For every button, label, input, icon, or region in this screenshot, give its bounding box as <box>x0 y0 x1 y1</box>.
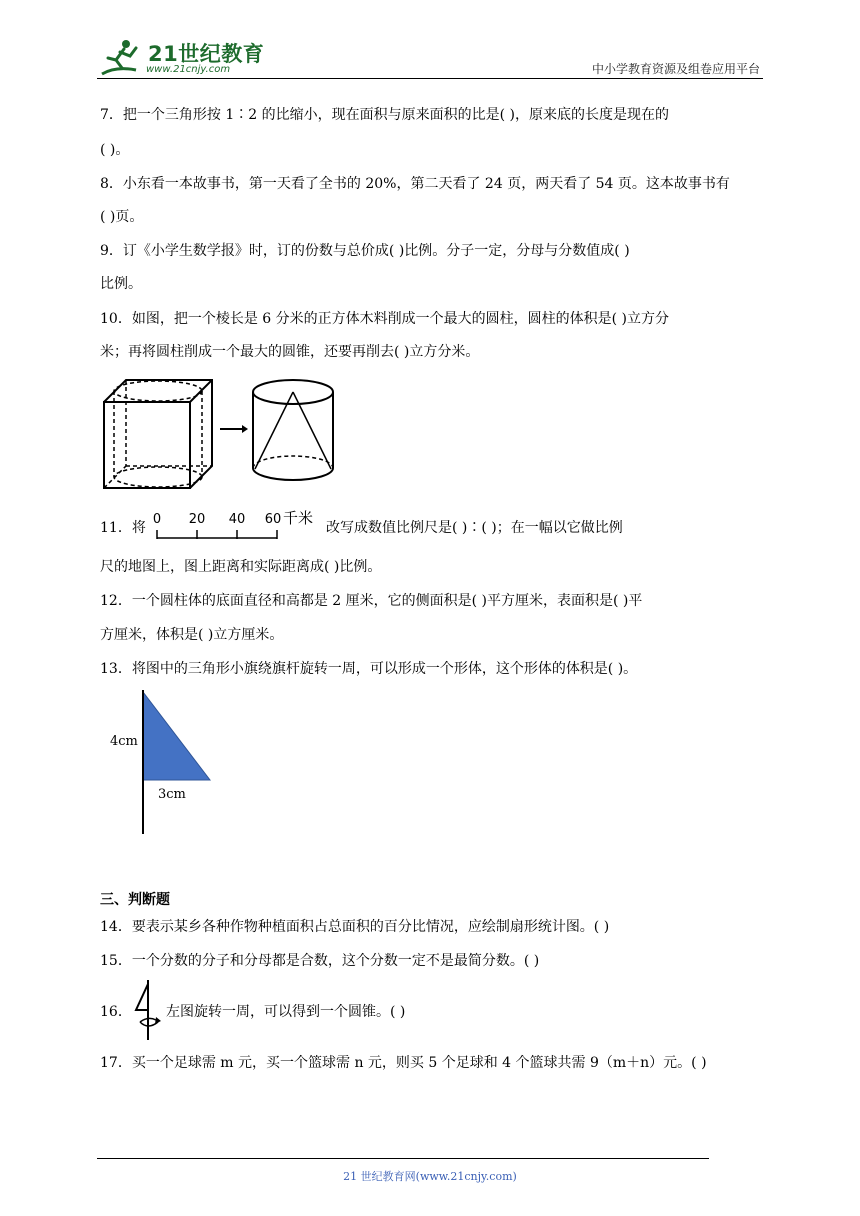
triangle-flag-figure <box>100 688 230 838</box>
question-11-line-2: 尺的地图上，图上距离和实际距离成( )比例。 <box>100 559 382 575</box>
section-3-title: 三、判断题 <box>100 892 170 908</box>
base-label: 3cm <box>158 787 186 802</box>
question-8-line-1: 8．小东看一本故事书，第一天看了全书的 20%，第二天看了 24 页，两天看了 54 页。这本故事书有 <box>100 176 730 192</box>
question-15: 15．一个分数的分子和分母都是合数，这个分数一定不是最简分数。( ) <box>100 953 540 969</box>
question-7-line-2: ( )。 <box>100 142 130 158</box>
header-divider <box>97 78 763 79</box>
question-13-line-1: 13．将图中的三角形小旗绕旗杆旋转一周，可以形成一个形体，这个形体的体积是( )。 <box>100 661 638 677</box>
height-label: 4cm <box>110 734 138 749</box>
rotating-triangle-icon <box>130 978 166 1042</box>
question-10-line-1: 10．如图，把一个棱长是 6 分米的正方体木料削成一个最大的圆柱，圆柱的体积是( )立方分 <box>100 311 669 327</box>
logo-url: www.21cnjy.com <box>146 64 231 75</box>
logo-text: 21世纪教育 <box>148 42 265 66</box>
question-11-line-1: 改写成数值比例尺是( )∶( )；在一幅以它做比例 <box>326 520 623 536</box>
arrow <box>220 425 248 433</box>
question-9-line-1: 9．订《小学生数学报》时，订的份数与总价成( )比例。分子一定，分母与分数值成( ) <box>100 243 630 259</box>
scale-tick-label: 0 <box>152 512 162 527</box>
question-17: 17．买一个足球需 m 元，买一个篮球需 n 元，则买 5 个足球和 4 个篮球共需 9（m＋n）元。( ) <box>100 1055 707 1071</box>
question-14: 14．要表示某乡各种作物种植面积占总面积的百分比情况，应绘制扇形统计图。( ) <box>100 919 610 935</box>
question-10-line-2: 米；再将圆柱削成一个最大的圆锥，还要再削去( )立方分米。 <box>100 344 480 360</box>
scale-bar <box>146 508 318 546</box>
cube-cylinder-cone-figure <box>100 376 340 492</box>
question-16-prefix: 16． <box>100 1004 132 1020</box>
scale-tick-label: 60 <box>264 512 282 527</box>
question-8-line-2: ( )页。 <box>100 209 144 225</box>
scale-tick-label: 20 <box>188 512 206 527</box>
question-11-prefix: 11．将 <box>100 520 146 536</box>
cube-with-cylinder <box>104 380 212 488</box>
footer-divider <box>97 1158 709 1159</box>
triangle-flag <box>143 692 210 780</box>
header-platform-text: 中小学教育资源及组卷应用平台 <box>591 62 760 76</box>
question-12-line-1: 12．一个圆柱体的底面直径和高都是 2 厘米，它的侧面积是( )平方厘米，表面积是( )平 <box>100 593 643 609</box>
question-12-line-2: 方厘米，体积是( )立方厘米。 <box>100 627 284 643</box>
question-7-line-1: 7．把一个三角形按 1∶2 的比缩小，现在面积与原来面积的比是( )，原来底的长度是现在的 <box>100 107 669 123</box>
scale-unit-label: 千米 <box>283 509 314 527</box>
cylinder-with-cone <box>253 380 333 480</box>
footer-text: 21 世纪教育网(www.21cnjy.com) <box>343 1170 517 1183</box>
runner-logo-icon <box>96 36 148 80</box>
question-16: 左图旋转一周，可以得到一个圆锥。( ) <box>166 1004 406 1020</box>
question-9-line-2: 比例。 <box>100 276 142 292</box>
scale-tick-label: 40 <box>228 512 246 527</box>
